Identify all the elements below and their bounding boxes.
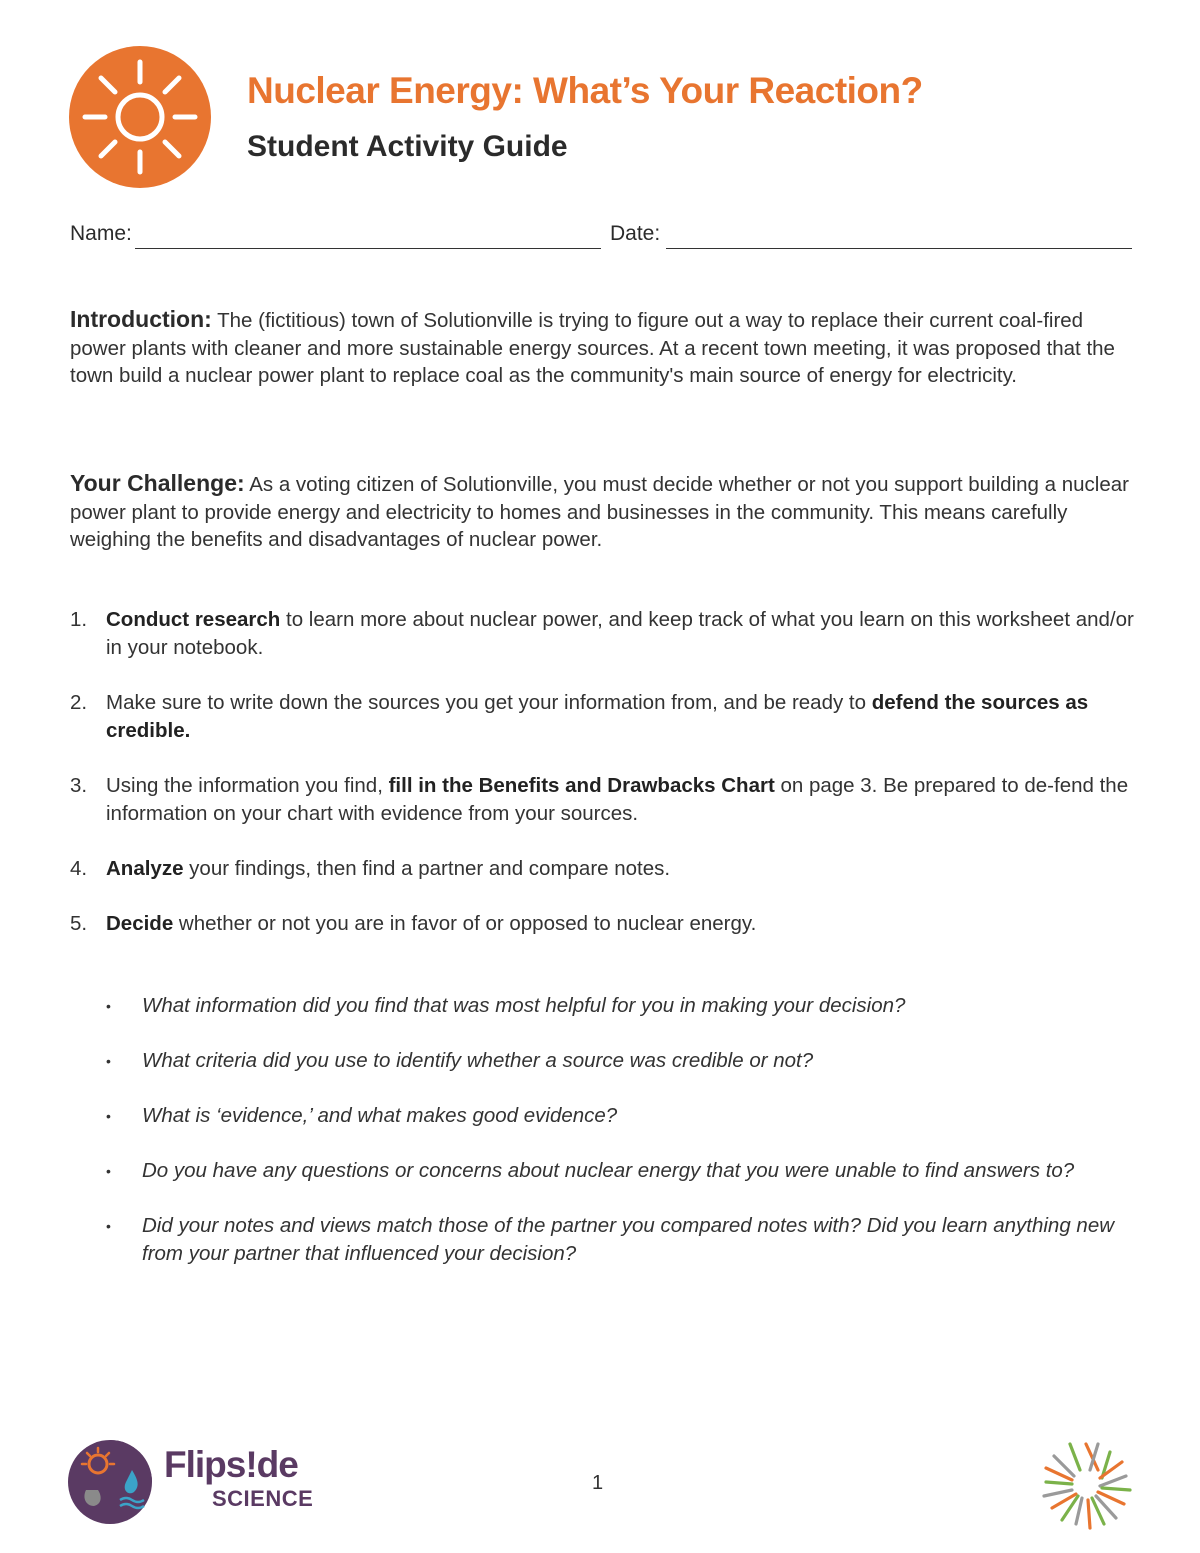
step-item: 2. Make sure to write down the sources you get your information from, and be ready to defend the sources as credible. <box>70 691 1089 742</box>
challenge-text: As a voting citizen of Solutionville, you must decide whether or not you support building a nuclear power plant to provide energy and electricity to homes and businesses in the community. This means carefully weighing the benefits and disadvantages of nuclear power. <box>70 473 1129 551</box>
page-subtitle: Student Activity Guide <box>247 130 568 163</box>
step-item: 4. Analyze your findings, then find a partner and compare notes. <box>70 857 671 880</box>
starburst-icon <box>1040 1438 1132 1530</box>
sun-icon <box>69 46 211 188</box>
question-item: • Do you have any questions or concerns about nuclear energy that you were unable to find answers to? <box>106 1159 1075 1182</box>
page-number: 1 <box>592 1472 604 1494</box>
date-label: Date: <box>610 222 661 245</box>
step-item: 3. Using the information you find, fill in the Benefits and Drawbacks Chart on page 3. Be prepared to de-fend the information on your chart with evidence from your sources. <box>70 774 1129 825</box>
name-label: Name: <box>70 222 132 245</box>
page-title: Nuclear Energy: What’s Your Reaction? <box>247 70 923 111</box>
question-item: • What criteria did you use to identify whether a source was credible or not? <box>106 1049 814 1072</box>
question-item: • Did your notes and views match those of the partner you compared notes with? Did you learn anything new from your partner that influenced your decision? <box>106 1214 1115 1265</box>
steps-list <box>70 606 1140 938</box>
step-item: 5. Decide whether or not you are in favor of or opposed to nuclear energy. <box>70 912 757 935</box>
step-item: 1. Conduct research to learn more about nuclear power, and keep track of what you learn on this worksheet and/or in your notebook. <box>70 608 1134 659</box>
flipside-logo-icon <box>68 1440 152 1524</box>
brand-subname: SCIENCE <box>212 1486 314 1511</box>
introduction-text: The (fictitious) town of Solutionville is trying to figure out a way to replace their current coal-fired power plants with cleaner and more sustainable energy sources. At a recent town meeting, it was proposed that the town build a nuclear power plant to replace coal as the community's main source of energy for electricity. <box>70 309 1115 387</box>
question-item: • What information did you find that was most helpful for you in making your decision? <box>106 994 906 1017</box>
question-item: • What is ‘evidence,’ and what makes good evidence? <box>106 1104 618 1127</box>
brand-name: Flips!de <box>164 1444 298 1485</box>
challenge-paragraph <box>70 470 1140 554</box>
date-field[interactable] <box>666 248 1132 249</box>
introduction-paragraph <box>70 306 1140 390</box>
name-date-row <box>70 222 1132 252</box>
challenge-heading: Your Challenge: <box>70 470 245 496</box>
reflection-questions <box>100 992 1140 1268</box>
introduction-heading: Introduction: <box>70 306 212 332</box>
name-field[interactable] <box>135 248 601 249</box>
